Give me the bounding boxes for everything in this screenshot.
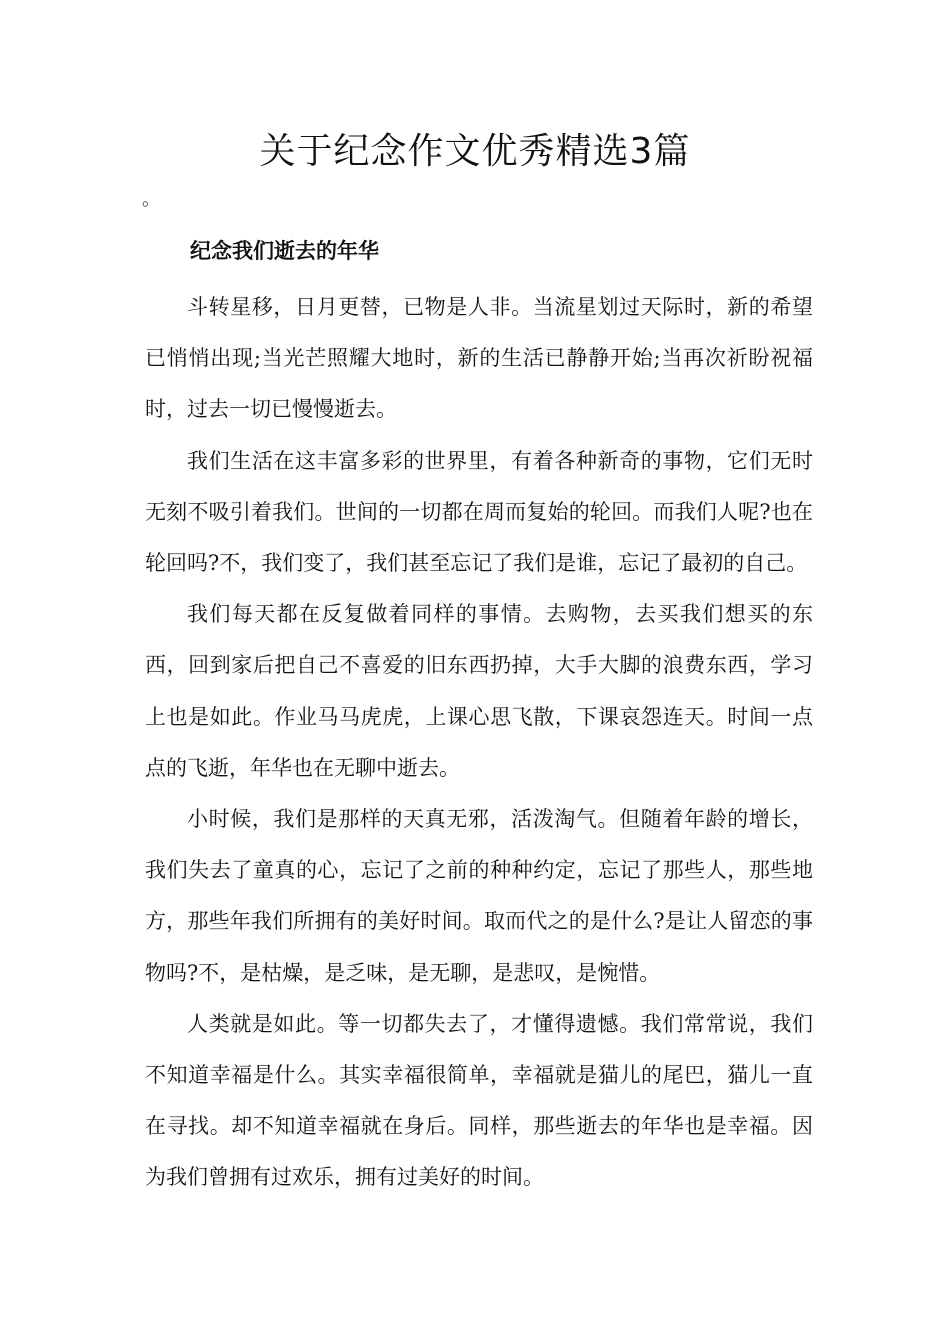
paragraph: 我们生活在这丰富多彩的世界里，有着各种新奇的事物，它们无时无刻不吸引着我们。世间的一切都在周而复始的轮回。而我们人呢?也在轮回吗?不，我们变了，我们甚至忘记了我们是谁，忘记了最初的自己。: [145, 448, 813, 576]
document-title: 关于纪念作文优秀精选3篇: [259, 131, 691, 172]
essay-subtitle: 纪念我们逝去的年华: [190, 238, 379, 263]
paragraph: 斗转星移，日月更替，已物是人非。当流星划过天际时，新的希望已悄悄出现;当光芒照耀大地时，新的生活已静静开始;当再次祈盼祝福时，过去一切已慢慢逝去。: [145, 295, 813, 422]
essay-body: [145, 282, 813, 1204]
paragraph: 小时候，我们是那样的天真无邪，活泼淘气。但随着年龄的增长，我们失去了童真的心，忘记了之前的种种约定，忘记了那些人，那些地方，那些年我们所拥有的美好时间。取而代之的是什么?是让人留恋的事物吗?不，是枯燥，是乏味，是无聊，是悲叹，是惋惜。: [145, 807, 813, 985]
paragraph: 我们每天都在反复做着同样的事情。去购物，去买我们想买的东西，回到家后把自己不喜爱的旧东西扔掉，大手大脚的浪费东西，学习上也是如此。作业马马虎虎，上课心思飞散，下课哀怨连天。时间一点点的飞逝，年华也在无聊中逝去。: [145, 602, 813, 780]
stray-punctuation-mark: 。: [142, 189, 160, 210]
paragraph: 人类就是如此。等一切都失去了，才懂得遗憾。我们常常说，我们不知道幸福是什么。其实幸福很简单，幸福就是猫儿的尾巴，猫儿一直在寻找。却不知道幸福就在身后。同样，那些逝去的年华也是幸福。因为我们曾拥有过欢乐，拥有过美好的时间。: [145, 1011, 813, 1190]
